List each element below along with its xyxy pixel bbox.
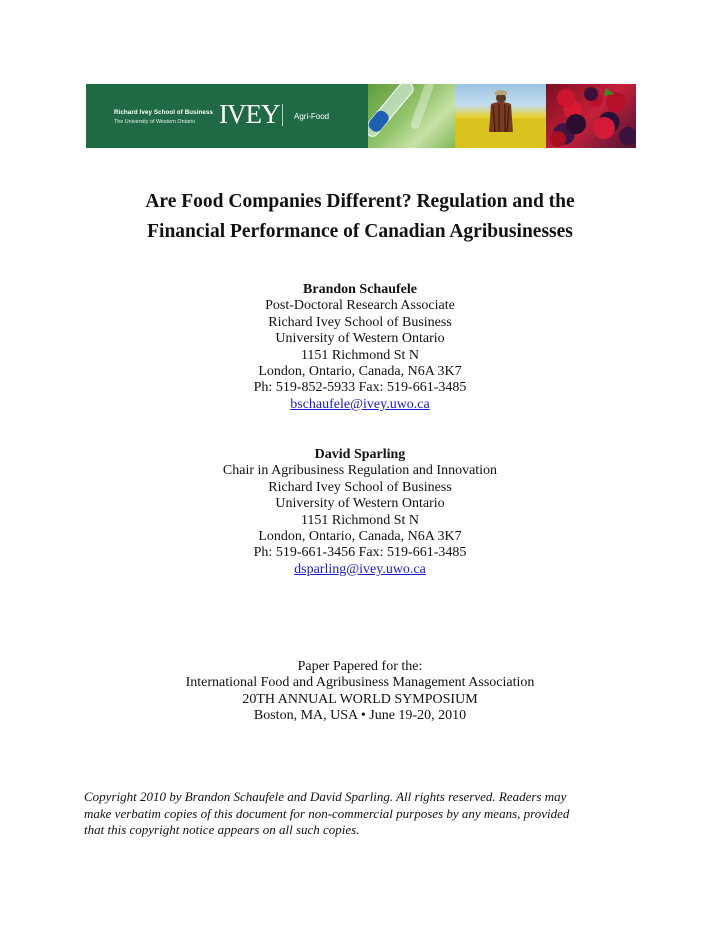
author-email-link[interactable]: bschaufele@ivey.uwo.ca bbox=[290, 396, 430, 412]
test-tube-icon bbox=[368, 84, 455, 148]
copyright-line-1: Copyright 2010 by Brandon Schaufele and David Sparling. All rights reserved. Readers may bbox=[84, 789, 567, 804]
conference-line-4: Boston, MA, USA • June 19-20, 2010 bbox=[253, 708, 467, 724]
berries-icon bbox=[546, 84, 636, 148]
conference-line-2: International Food and Agribusiness Management Association bbox=[185, 675, 535, 691]
header-banner bbox=[86, 84, 636, 148]
author-name: David Sparling bbox=[314, 447, 406, 462]
author-name: Brandon Schaufele bbox=[303, 282, 417, 297]
lab-test-tube-photo bbox=[368, 84, 455, 148]
paper-title bbox=[0, 187, 720, 247]
author-university: University of Western Ontario bbox=[275, 331, 445, 347]
copyright-line-2: make verbatim copies of this document for non-commercial purposes by any means, provided bbox=[84, 805, 570, 821]
berries-photo bbox=[546, 84, 636, 148]
author-block-2 bbox=[0, 447, 720, 578]
author-street: 1151 Richmond St N bbox=[300, 512, 420, 528]
school-name: Richard Ivey School of Business bbox=[114, 109, 214, 116]
author-phone-fax: Ph: 519-852-5933 Fax: 519-661-3485 bbox=[253, 380, 467, 396]
author-city: London, Ontario, Canada, N6A 3K7 bbox=[258, 529, 462, 545]
copyright-line-3: that this copyright notice appears on all such copies. bbox=[84, 822, 360, 837]
author-city: London, Ontario, Canada, N6A 3K7 bbox=[258, 364, 462, 380]
author-position: Post-Doctoral Research Associate bbox=[265, 298, 455, 314]
conference-line-1: Paper Papered for the: bbox=[297, 659, 423, 674]
banner-divider bbox=[282, 104, 283, 126]
university-name: The University of Western Ontario bbox=[114, 119, 196, 125]
title-line-2: Financial Performance of Canadian Agribusinesses bbox=[147, 221, 573, 242]
author-school: Richard Ivey School of Business bbox=[268, 314, 452, 330]
author-street: 1151 Richmond St N bbox=[300, 347, 420, 363]
farmer-field-photo bbox=[455, 84, 546, 148]
title-line-1: Are Food Companies Different? Regulation and the bbox=[145, 191, 575, 212]
author-school: Richard Ivey School of Business bbox=[268, 479, 452, 495]
ivey-logo-panel bbox=[86, 84, 368, 148]
ivey-logo: IVEY bbox=[219, 99, 280, 129]
agri-food-label: Agri-Food bbox=[294, 112, 330, 121]
farmer-icon bbox=[455, 84, 546, 148]
author-block-1 bbox=[0, 282, 720, 413]
conference-info bbox=[0, 659, 720, 725]
conference-line-3: 20TH ANNUAL WORLD SYMPOSIUM bbox=[242, 691, 478, 707]
author-position: Chair in Agribusiness Regulation and Innovation bbox=[222, 463, 498, 479]
author-phone-fax: Ph: 519-661-3456 Fax: 519-661-3485 bbox=[253, 545, 467, 561]
author-university: University of Western Ontario bbox=[275, 496, 445, 512]
copyright-notice bbox=[84, 789, 644, 839]
author-email-link[interactable]: dsparling@ivey.uwo.ca bbox=[294, 561, 426, 577]
